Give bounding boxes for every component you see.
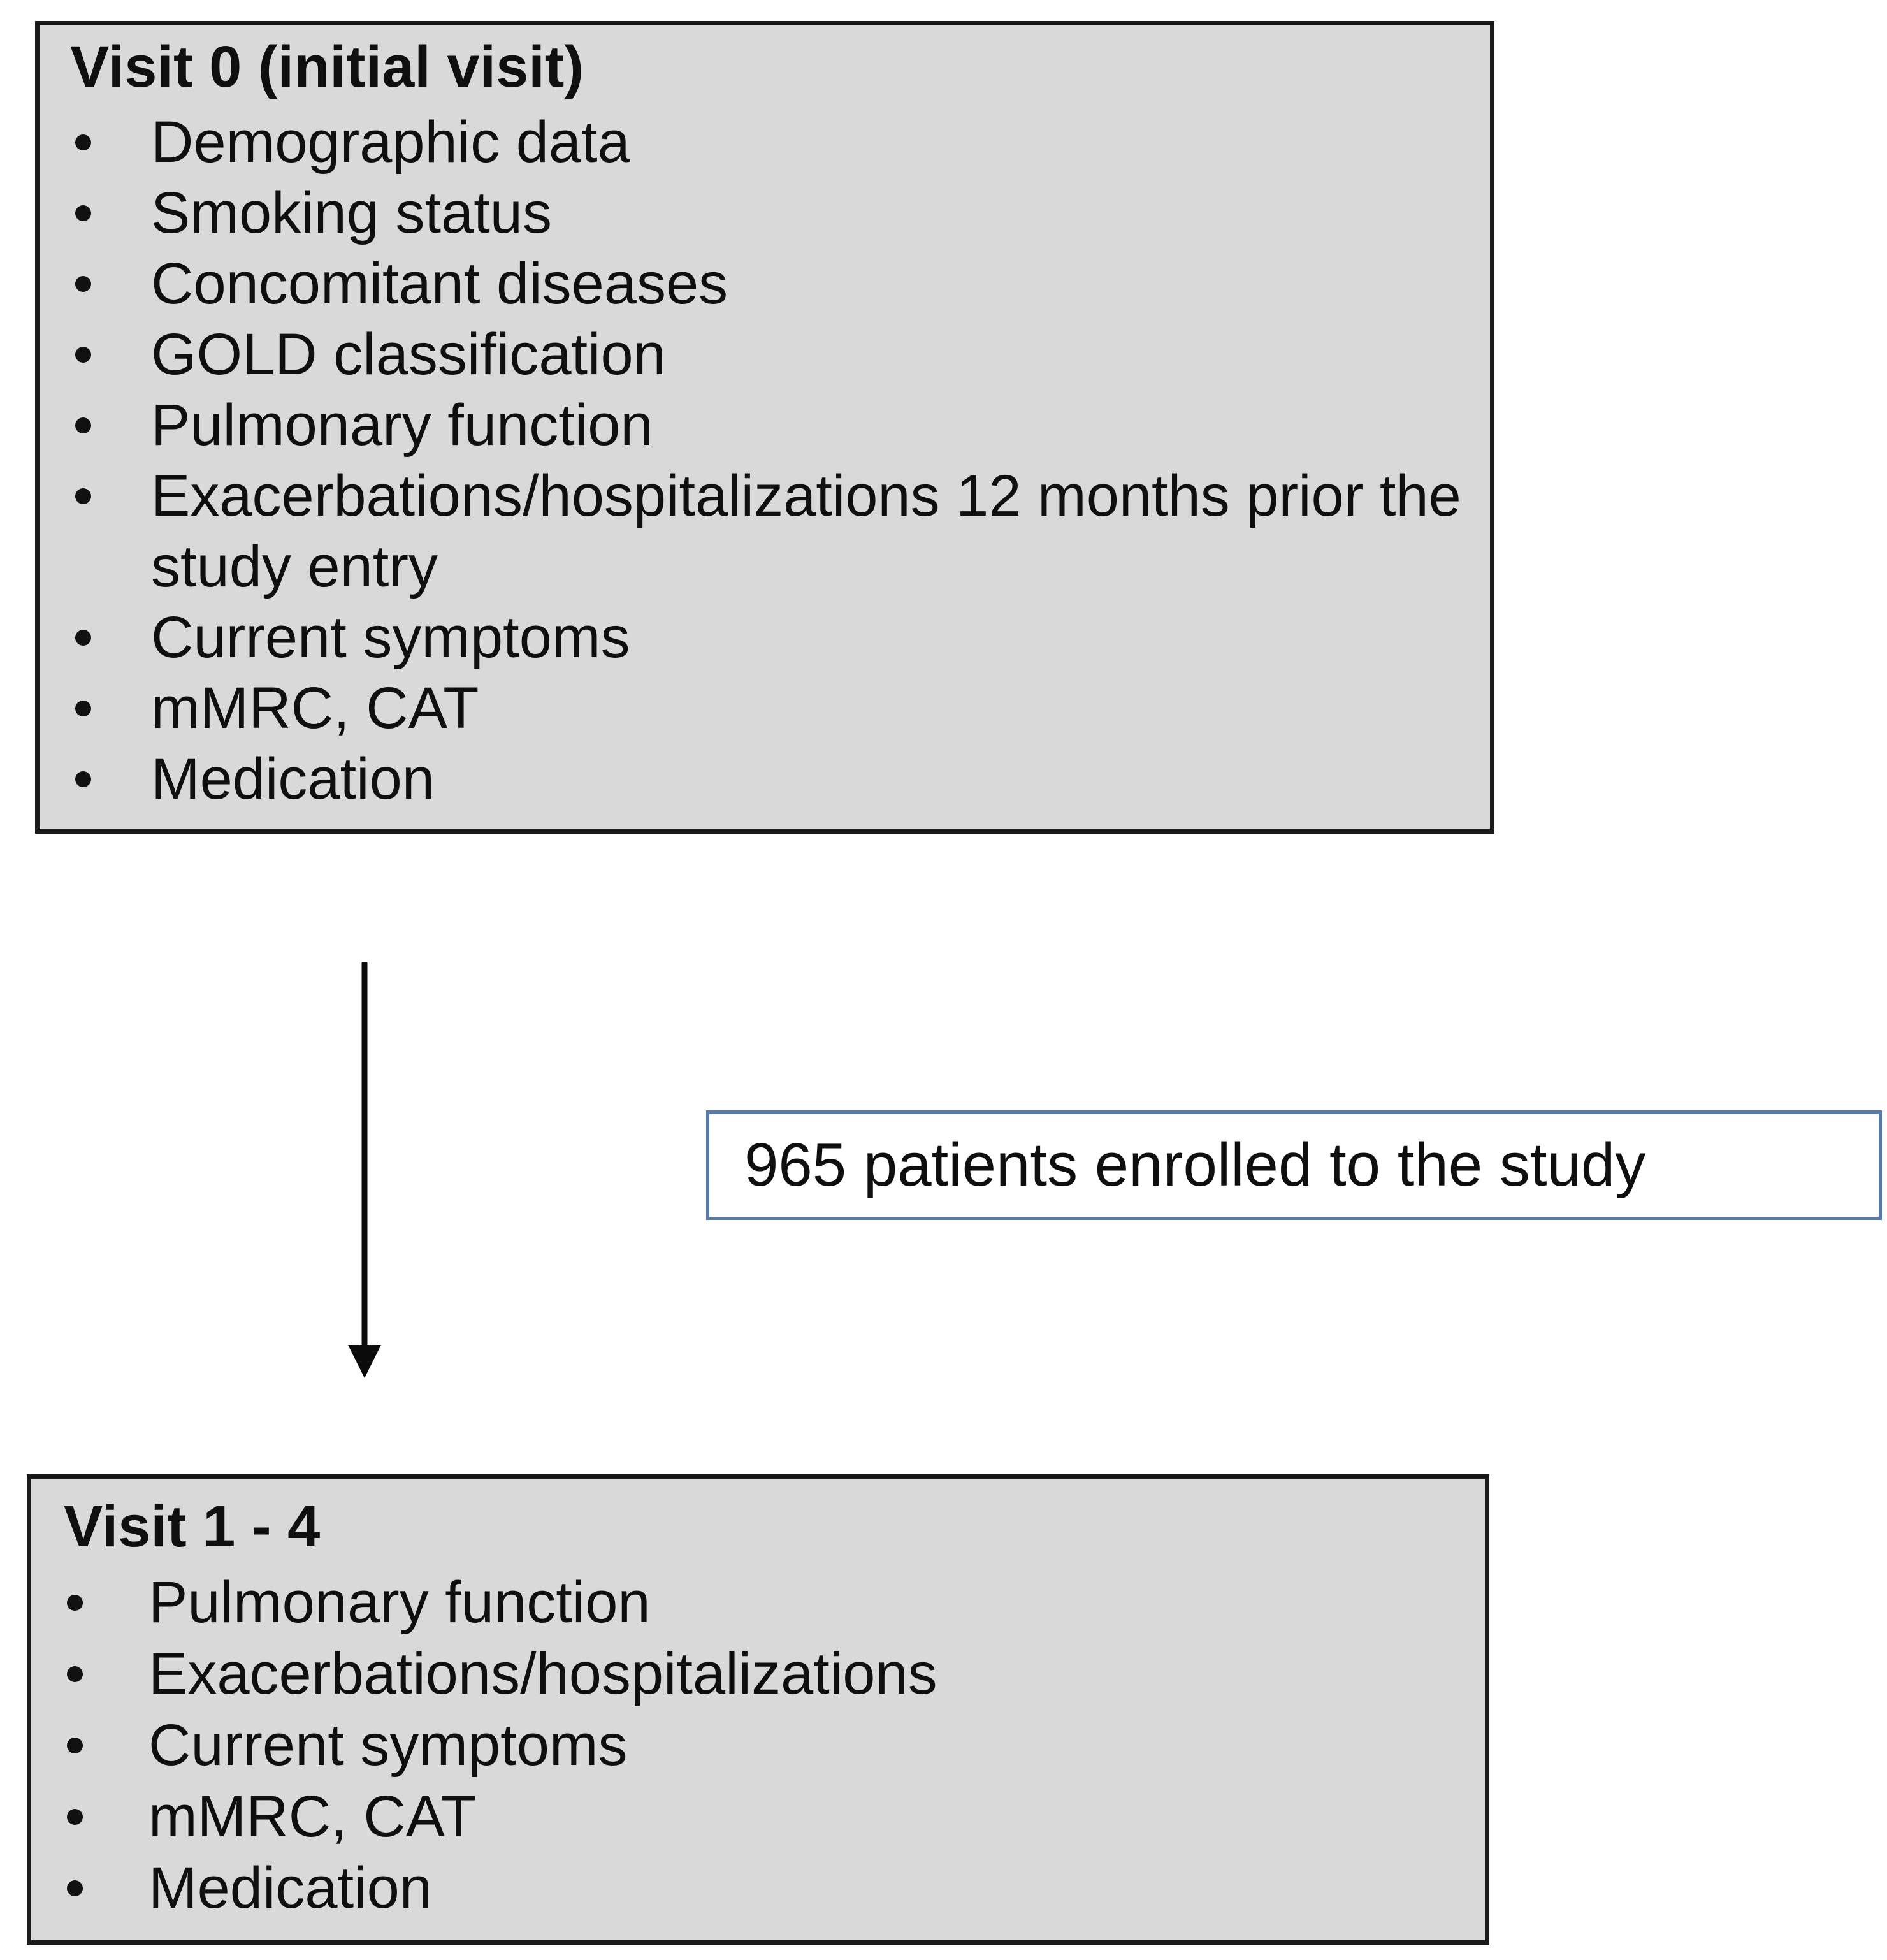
visit0-bullet-list [70,107,1477,815]
list-item: Demographic data [70,107,1477,178]
enrollment-box [706,1110,1882,1220]
list-item: Concomitant diseases [70,249,1477,319]
list-item: Exacerbations/hospitalizations 12 months prior the study entry [70,461,1477,602]
list-item: Medication [70,744,1477,815]
enrollment-label: 965 patients enrolled to the study [744,1131,1646,1199]
list-item: Exacerbations/hospitalizations [64,1638,1472,1710]
list-item: mMRC, CAT [64,1781,1472,1852]
list-item: Medication [64,1852,1472,1924]
list-item: mMRC, CAT [70,673,1477,744]
list-item: Pulmonary function [64,1567,1472,1638]
list-item: Current symptoms [70,602,1477,673]
visit0-title: Visit 0 (initial visit) [70,34,584,99]
visit0-box [35,21,1494,834]
list-item: GOLD classification [70,319,1477,390]
list-item: Pulmonary function [70,390,1477,461]
list-item: Smoking status [70,178,1477,249]
list-item: Current symptoms [64,1710,1472,1781]
down-arrow-icon [338,953,391,1386]
visit14-title: Visit 1 - 4 [64,1494,321,1559]
visit14-bullet-list [64,1567,1472,1924]
visit14-box [27,1474,1489,1945]
